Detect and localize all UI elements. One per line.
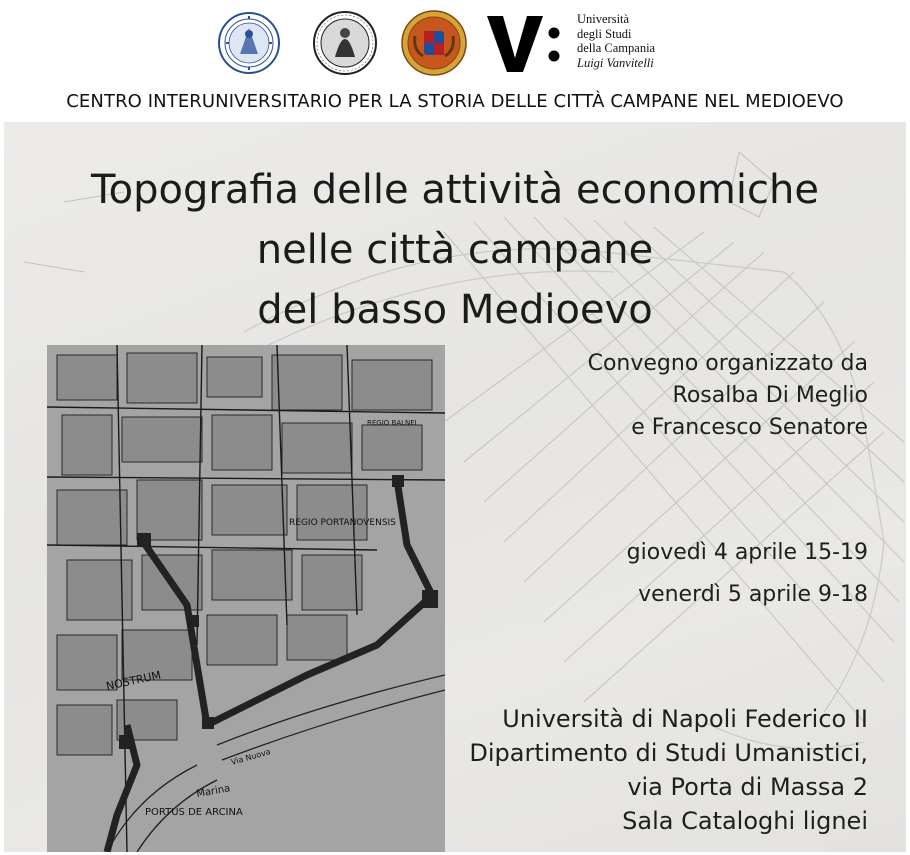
- university-seal-colored-logo: [401, 10, 467, 76]
- venue-line1: Università di Napoli Federico II: [502, 705, 868, 733]
- map-label-via-nuova: Via Nuova: [230, 747, 272, 767]
- header: [0, 0, 910, 88]
- title-line2: nelle città campane: [256, 227, 654, 273]
- university-seal-blue-logo: [218, 12, 280, 74]
- dates-block: [627, 532, 868, 616]
- map-label-marina: Marina: [195, 783, 232, 800]
- organizers-line2: Rosalba Di Meglio: [672, 383, 868, 408]
- vanvitelli-line1: Università: [577, 12, 630, 26]
- research-center-name: CENTRO INTERUNIVERSITARIO PER LA STORIA DELLE CITTÀ CAMPANE NEL MEDIOEVO: [66, 91, 844, 112]
- organizers-line1: Convegno organizzato da: [587, 351, 868, 376]
- map-label-portanova: REGIO PORTANOVENSIS: [289, 518, 396, 528]
- title-line3: del basso Medioevo: [257, 287, 653, 333]
- organizers-block: [588, 348, 868, 444]
- historical-map-of-naples: [47, 345, 445, 852]
- date-day1: giovedì 4 aprile 15-19: [626, 540, 868, 565]
- venue-block: [469, 702, 868, 838]
- title-line1: Topografia delle attività economiche: [91, 167, 819, 213]
- venue-line3: via Porta di Massa 2: [627, 773, 868, 801]
- map-label-portus: PORTUS DE ARCINA: [145, 807, 243, 818]
- map-label-nostrum: NOSTRUM: [104, 668, 163, 693]
- university-seal-black-logo: [313, 11, 377, 75]
- venue-line4: Sala Cataloghi lignei: [622, 807, 868, 835]
- date-day2: venerdì 5 aprile 9-18: [638, 582, 868, 607]
- event-title: [0, 160, 910, 340]
- vanvitelli-line3: della Campania: [577, 41, 656, 55]
- vanvitelli-line2: degli Studi: [577, 26, 632, 41]
- vanvitelli-wordmark: [577, 12, 655, 70]
- vanvitelli-logo: [487, 14, 567, 74]
- map-label-balnei: REGIO BALNEI: [367, 419, 417, 427]
- vanvitelli-line4: Luigi Vanvitelli: [577, 55, 654, 70]
- organizers-line3: e Francesco Senatore: [631, 415, 868, 440]
- venue-line2: Dipartimento di Studi Umanistici,: [469, 739, 868, 767]
